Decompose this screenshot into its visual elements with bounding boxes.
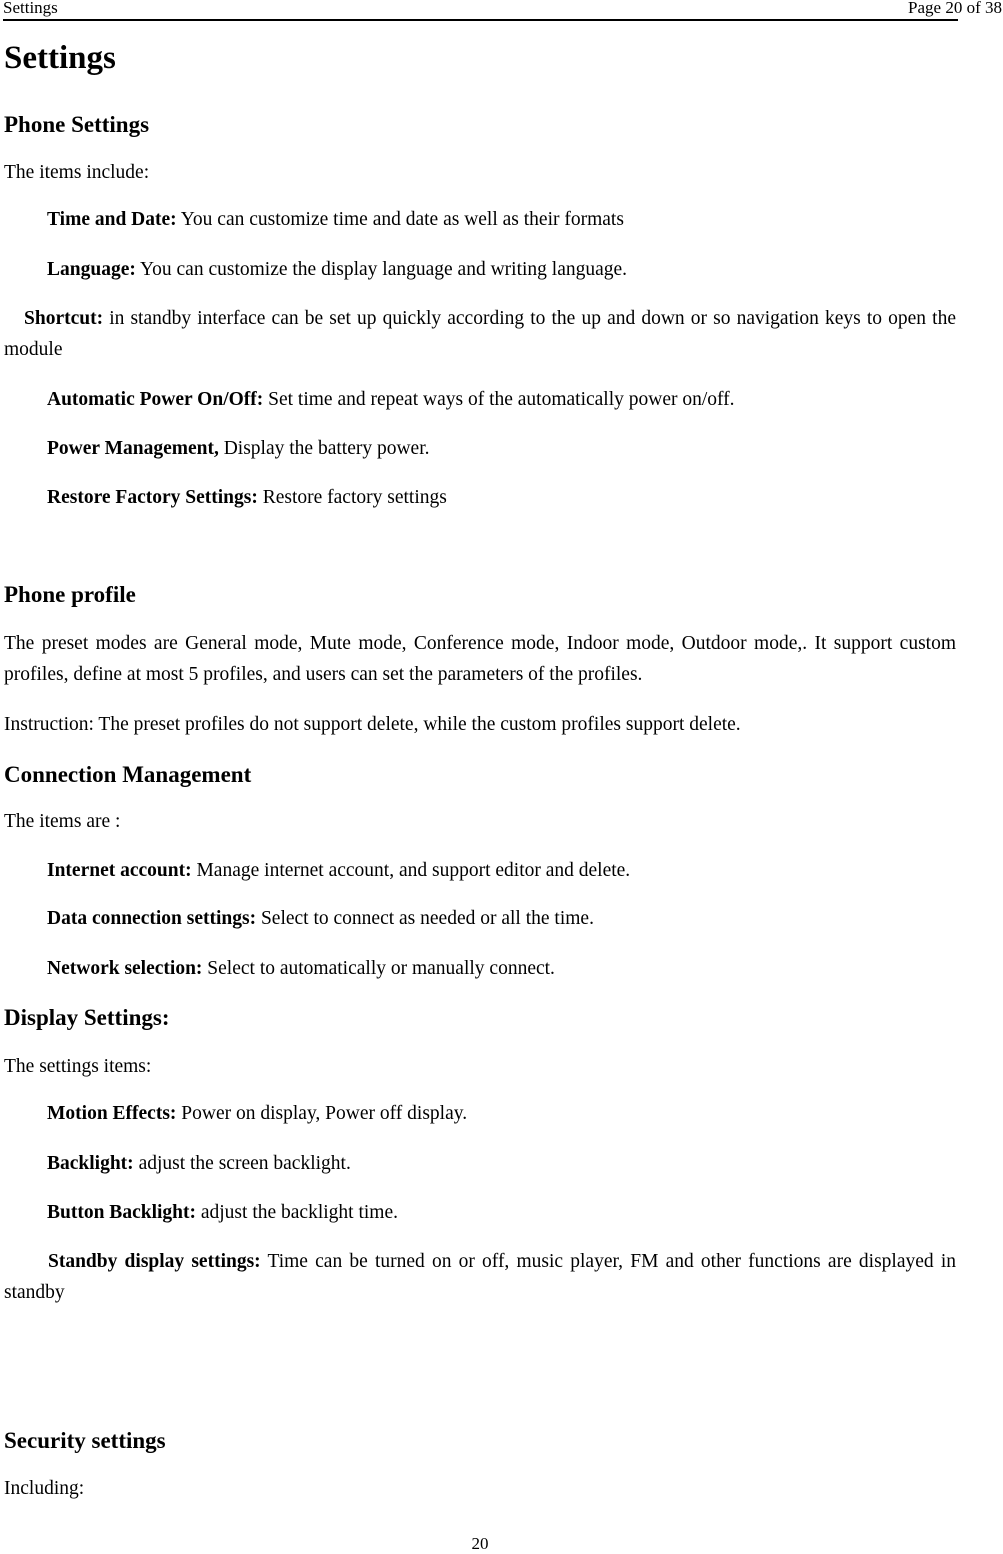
phone-profile-body: The preset modes are General mode, Mute mode, Conference mode, Indoor mode, Outdoor mode,. It support custom profiles, define at most 5 profiles, and users can set the parameters of the profiles. xyxy=(4,633,956,685)
security-settings-intro: Including: xyxy=(4,1478,85,1499)
list-item xyxy=(47,953,956,984)
item-label: Time and Date: xyxy=(47,209,177,230)
heading-display-settings: Display Settings: xyxy=(4,1005,170,1030)
item-label: Automatic Power On/Off: xyxy=(47,389,264,410)
display-settings-intro: The settings items: xyxy=(4,1056,152,1077)
list-item xyxy=(47,204,956,235)
item-label: Backlight: xyxy=(47,1153,134,1174)
list-item xyxy=(47,1197,956,1228)
phone-settings-intro: The items include: xyxy=(4,162,150,183)
item-text: Manage internet account, and support editor and delete. xyxy=(191,860,631,881)
page-title: Settings xyxy=(4,40,116,76)
item-label: Standby display settings: xyxy=(48,1251,261,1272)
phone-profile-instruction: Instruction: The preset profiles do not support delete, while the custom profiles support delete. xyxy=(4,714,741,735)
item-text: Select to automatically or manually connect. xyxy=(202,958,555,979)
item-label: Shortcut: xyxy=(24,308,104,329)
item-text: Display the battery power. xyxy=(218,438,430,459)
list-item xyxy=(47,855,956,886)
item-text: adjust the screen backlight. xyxy=(133,1153,351,1174)
item-text: adjust the backlight time. xyxy=(195,1202,398,1223)
item-label: Language: xyxy=(47,259,136,280)
item-text: Select to connect as needed or all the time. xyxy=(256,908,594,929)
list-item xyxy=(4,1246,956,1308)
list-item xyxy=(47,254,956,285)
item-label: Network selection: xyxy=(47,958,203,979)
list-item xyxy=(47,433,956,464)
item-text: You can customize time and date as well as their formats xyxy=(176,209,624,230)
item-text: Power on display, Power off display. xyxy=(176,1103,468,1124)
list-item xyxy=(47,482,956,513)
item-label: Data connection settings: xyxy=(47,908,257,929)
item-label: Restore Factory Settings: xyxy=(47,487,258,508)
item-text: You can customize the display language and writing language. xyxy=(135,259,628,280)
list-item xyxy=(47,903,956,934)
heading-phone-profile: Phone profile xyxy=(4,582,136,607)
header-page-indicator: Page 20 of 38 xyxy=(908,0,1002,17)
item-label: Internet account: xyxy=(47,860,192,881)
heading-security-settings: Security settings xyxy=(4,1428,166,1453)
item-label: Button Backlight: xyxy=(47,1202,196,1223)
page-header xyxy=(3,0,1002,21)
connection-management-intro: The items are : xyxy=(4,811,121,832)
heading-connection-management: Connection Management xyxy=(4,762,252,787)
list-item xyxy=(4,303,956,365)
item-label: Power Management, xyxy=(47,438,219,459)
item-text: Set time and repeat ways of the automatically power on/off. xyxy=(263,389,735,410)
item-text: Time can be turned on or off, music player, FM and other functions are displayed in standby xyxy=(4,1251,956,1303)
page-number: 20 xyxy=(471,1534,489,1553)
item-text: in standby interface can be set up quickly according to the up and down or so navigation keys to open the module xyxy=(4,308,956,360)
item-text: Restore factory settings xyxy=(257,487,447,508)
heading-phone-settings: Phone Settings xyxy=(4,112,150,137)
header-section-title: Settings xyxy=(3,0,58,17)
list-item xyxy=(47,1098,956,1129)
item-label: Motion Effects: xyxy=(47,1103,177,1124)
list-item xyxy=(47,1148,956,1179)
list-item xyxy=(47,384,956,415)
